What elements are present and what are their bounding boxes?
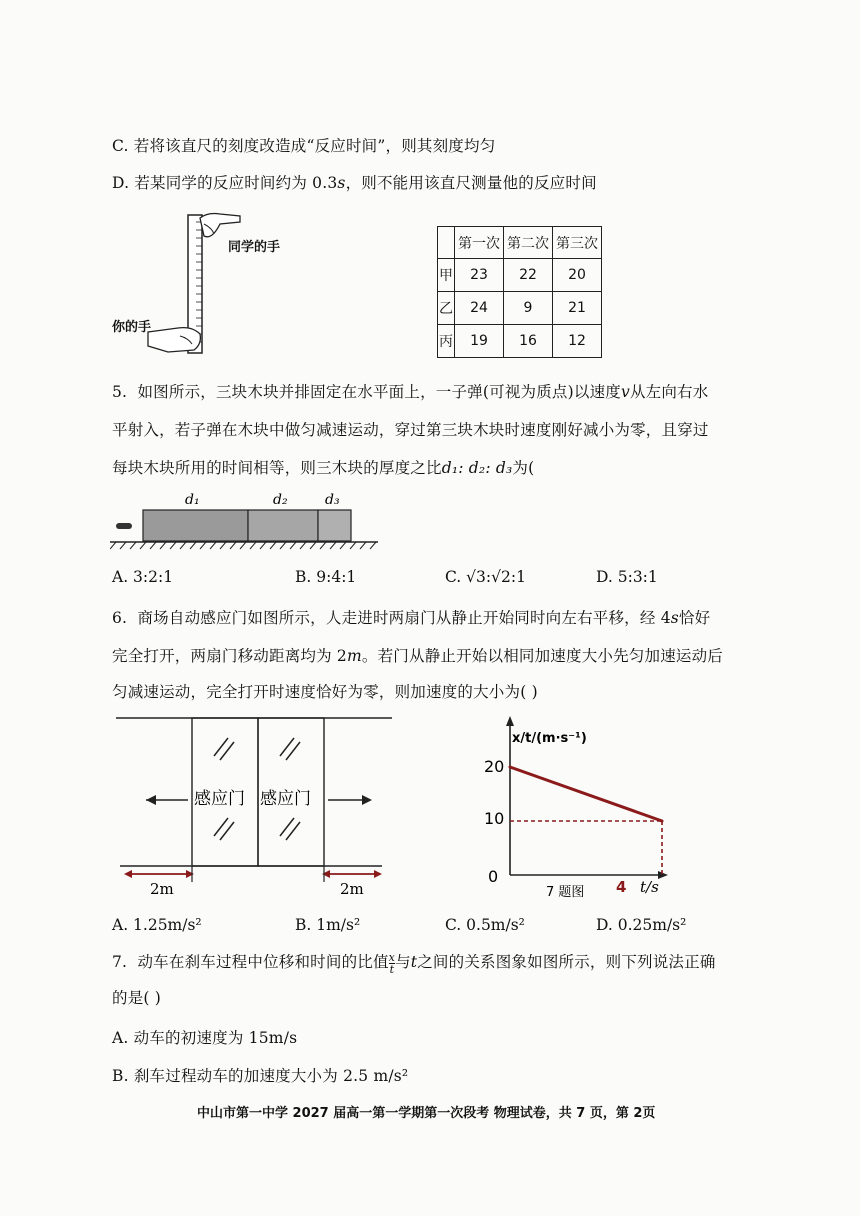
velocity-ratio-graph (470, 712, 685, 904)
table-cell: 16 (504, 325, 553, 358)
q6-option-a: A. 1.25m/s² (112, 916, 202, 934)
d2-label: d₂ (273, 492, 288, 508)
x-tick-4: 4 (616, 878, 627, 896)
q5-line1: 5. 如图所示，三块木块并排固定在水平面上，一子弹(可视为质点)以速度v从左向右水 (112, 383, 709, 401)
table-cell: 22 (504, 259, 553, 292)
graph-caption: 7 题图 (546, 885, 585, 900)
right-distance-label: 2m (340, 880, 364, 898)
data-point (661, 820, 664, 823)
table-cell: 9 (504, 292, 553, 325)
q7-option-a: A. 动车的初速度为 15m/s (112, 1029, 298, 1047)
label-classmate-hand: 同学的手 (228, 240, 281, 255)
q5-line3: 每块木块所用的时间相等，则三木块的厚度之比d₁: d₂: d₃为( (112, 459, 535, 477)
left-distance-label: 2m (150, 880, 174, 898)
q6-line3: 匀减速运动，完全打开时速度恰好为零，则加速度的大小为( ) (112, 683, 538, 701)
graph-y-label: x/t/(m·s⁻¹) (512, 731, 587, 746)
y-tick-10: 10 (484, 809, 505, 828)
q5-line2: 平射入，若子弹在木块中做匀减速运动，穿过第三块木块时速度刚好减小为零，且穿过 (112, 421, 709, 439)
ruler-figure (108, 210, 308, 360)
table-cell: 19 (455, 325, 504, 358)
d1-label: d₁ (185, 492, 200, 508)
bullet (116, 523, 132, 529)
q6-line2: 完全打开，两扇门移动距离均为 2m。若门从静止开始以相同加速度大小先匀加速运动后 (112, 647, 724, 665)
fraction-x-over-t: $\frac{x}{t}$ (388, 950, 396, 976)
left-arrow-icon (146, 795, 156, 805)
table-cell: 24 (455, 292, 504, 325)
table-row-label: 丙 (438, 325, 455, 358)
q6-option-c: C. 0.5m/s² (445, 916, 525, 934)
q6-option-d: D. 0.25m/s² (596, 916, 687, 934)
q6-option-b: B. 1m/s² (295, 916, 361, 934)
table-cell: 23 (455, 259, 504, 292)
block-3 (318, 510, 351, 541)
series-line (510, 767, 662, 821)
q5-option-d: D. 5:3:1 (596, 568, 658, 586)
q7-option-b: B. 刹车过程动车的加速度大小为 2.5 m/s² (112, 1067, 409, 1085)
table-row-label: 甲 (438, 259, 455, 292)
right-door-label: 感应门 (260, 789, 311, 809)
right-arrow-icon (362, 795, 372, 805)
table-cell: 20 (553, 259, 602, 292)
reaction-data-table (437, 226, 602, 358)
y-tick-0: 0 (488, 867, 499, 886)
q6-line1: 6. 商场自动感应门如图所示，人走进时两扇门从静止开始同时向左右平移，经 4s恰好 (112, 609, 711, 627)
y-axis-arrow-icon (506, 716, 514, 726)
left-door-label: 感应门 (194, 789, 245, 809)
block-1 (143, 510, 248, 541)
label-your-hand: 你的手 (112, 320, 152, 335)
q5-option-a: A. 3:2:1 (112, 568, 174, 586)
q7-line1: 7. 动车在刹车过程中位移和时间的比值 $\frac{x}{t}$ 与t之间的关系图象如图所示，则下列说法正确 (112, 950, 716, 976)
table-cell: 12 (553, 325, 602, 358)
x-axis-arrow-icon (658, 871, 668, 879)
block-2 (248, 510, 318, 541)
q4-option-c: C. 若将该直尺的刻度改造成“反应时间”，则其刻度均匀 (112, 137, 496, 155)
table-header: 第一次 (455, 227, 504, 259)
page-footer: 中山市第一中学 2027 届高一第一学期第一次段考 物理试卷，共 7 页，第 2页 (197, 1106, 656, 1121)
q4-option-d: D. 若某同学的反应时间约为 0.3s，则不能用该直尺测量他的反应时间 (112, 174, 597, 192)
graph-x-label: t/s (640, 878, 659, 896)
table-header-corner (438, 227, 455, 259)
wood-blocks-figure (110, 486, 385, 552)
q5-option-b: B. 9:4:1 (295, 568, 357, 586)
q7-line2: 的是( ) (112, 989, 162, 1007)
sliding-door-figure (110, 712, 400, 904)
table-cell: 21 (553, 292, 602, 325)
data-point (509, 766, 512, 769)
table-row-label: 乙 (438, 292, 455, 325)
table-header: 第三次 (553, 227, 602, 259)
d3-label: d₃ (325, 492, 340, 508)
q5-option-c: C. √3:√2:1 (445, 568, 526, 586)
table-header: 第二次 (504, 227, 553, 259)
y-tick-20: 20 (484, 757, 505, 776)
